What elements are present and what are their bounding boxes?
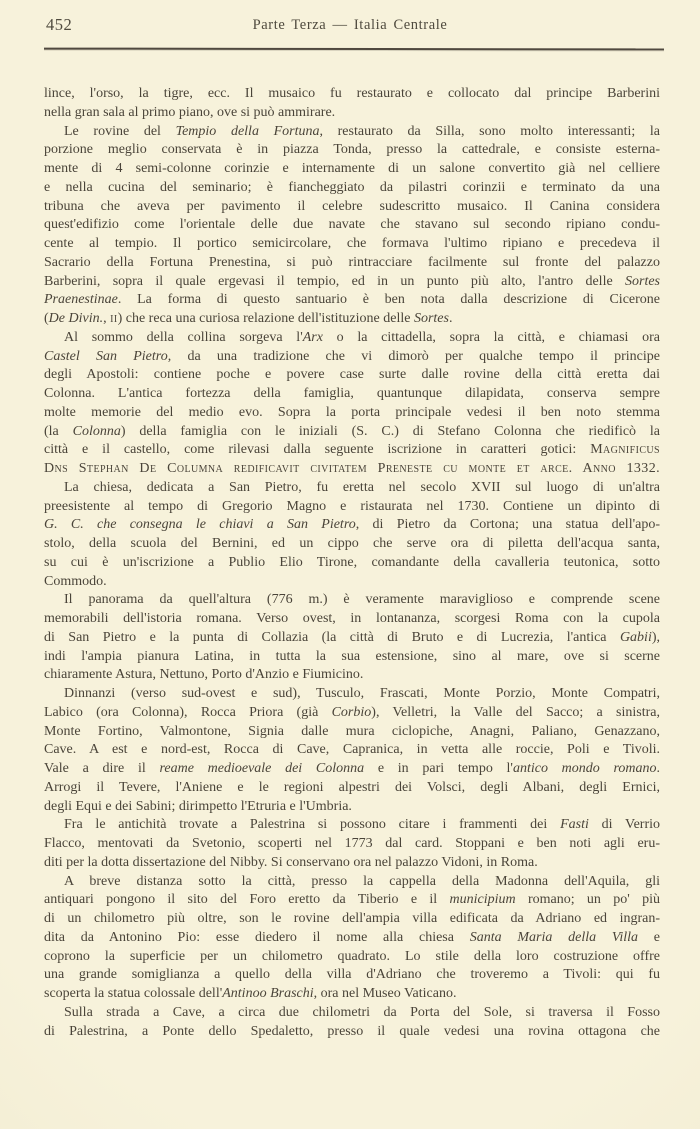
text-line: di San Pietro e la punta di Collazia (la città di Bruto e di Lucrezia, l'antica Gabii), bbox=[44, 629, 660, 645]
text-line: Commodo. bbox=[44, 573, 107, 589]
text-line: Labico (ora Colonna), Rocca Priora (già Corbio), Velletri, la Valle del Sacco; a sinistra, bbox=[44, 704, 660, 720]
text-line: Dinnanzi (verso sud-ovest e sud), Tusculo, Frascati, Monte Porzio, Monte Compatri, bbox=[64, 686, 660, 701]
text-line: Monte Fortino, Valmontone, Signia dalle mura ciclopiche, Anagni, Paliano, Genazzano, bbox=[44, 723, 660, 739]
running-title: Parte Terza — Italia Centrale bbox=[252, 17, 448, 33]
text-line: una grande somiglianza a quello della villa d'Adriano che troveremo a Tivoli: qui fu bbox=[44, 967, 660, 983]
text-line: (De Divin., ii) che reca una curiosa relazione dell'istituzione delle Sortes. bbox=[44, 311, 453, 326]
text-line: degli Apostoli: contiene poche e povere case surte dalle rovine della città eretta dai bbox=[44, 367, 660, 383]
text-line: Le rovine del Tempio della Fortuna, restaurato da Silla, sono molto interessanti; la bbox=[64, 123, 660, 139]
text-line: di Palestrina, a Ponte dello Spedaletto, presso il quale vedesi una rovina ottagona che bbox=[44, 1023, 660, 1039]
text-line: nella gran sala al primo piano, ove si può ammirare. bbox=[44, 104, 336, 120]
page-header bbox=[0, 0, 700, 41]
text-line: molte memorie del medio evo. Sopra la porta principale vedesi il ben noto stemma bbox=[44, 404, 660, 420]
paragraph bbox=[44, 1004, 660, 1042]
text-line: e nella cucina del seminario; è fiancheggiato da pilastri corinzii e terminato da una bbox=[44, 179, 660, 195]
paragraph bbox=[44, 479, 660, 592]
text-line: chiaramente Astura, Nettuno, Porto d'Anzio e Fiumicino. bbox=[44, 667, 364, 683]
paragraph bbox=[44, 329, 660, 479]
text-line: Castel San Pietro, da una tradizione che vi dimorò per qualche tempo il principe bbox=[44, 348, 660, 364]
text-line: Sacrario della Fortuna Prenestina, si può rintracciare facilmente sul fronte del palazzo bbox=[44, 254, 660, 270]
text-line: Barberini, sopra il quale ergevasi il tempio, ed in un punto più alto, l'antro delle Sortes bbox=[44, 273, 660, 289]
text-block bbox=[44, 85, 660, 1041]
text-line: preesistente al tempo di Gregorio Magno e ristaurata nel 1730. Contiene un dipinto di bbox=[44, 498, 660, 514]
paragraph bbox=[44, 685, 660, 816]
paragraph bbox=[44, 816, 660, 872]
text-line: G. C. che consegna le chiavi a San Pietro, di Pietro da Cortona; una statua dell'apo- bbox=[44, 517, 660, 533]
text-line: La chiesa, dedicata a San Pietro, fu eretta nel secolo XVII sul luogo di un'altra bbox=[64, 479, 660, 495]
text-line: scoperta la statua colossale dell'Antinoo Braschi, ora nel Museo Vaticano. bbox=[44, 986, 457, 1001]
text-line: coprono la superficie per un chilometro quadrato. Lo stile della loro costruzione offre bbox=[44, 948, 660, 964]
page-number: 452 bbox=[46, 15, 73, 34]
text-line: diti per la dotta dissertazione del Nibby. Si conservano ora nel palazzo Vidoni, in Roma. bbox=[44, 854, 538, 870]
text-line: (la Colonna) della famiglia con le iniziali (S. C.) di Stefano Colonna che riedificò la bbox=[44, 423, 660, 439]
text-line: Cave. A est e nord-est, Rocca di Cave, Capranica, in vetta alle roccie, Poli e Tivoli. bbox=[44, 742, 660, 758]
text-line: Praenestinae. La forma di questo santuario è ben nota dalla descrizione di Cicerone bbox=[44, 292, 660, 308]
text-line: stolo, della scuola del Bernini, ed un cippo che serve ora di piletta dell'acqua santa, bbox=[44, 536, 660, 551]
paragraph bbox=[44, 123, 660, 329]
text-line: lince, l'orso, la tigre, ecc. Il musaico fu restaurato e collocato dal principe Barberini bbox=[44, 86, 660, 101]
text-line: Dns Stephan De Columna redificavit civitatem Preneste cu monte et arce. Anno 1332. bbox=[44, 461, 660, 476]
text-line: cente al tempio. Il portico semicircolare, che formava l'ultimo ripiano e precedeva il bbox=[44, 236, 660, 251]
text-line: Flacco, mentovati da Svetonio, scoperti nel 1773 dal card. Stoppani e ben noti agli eru- bbox=[44, 836, 660, 851]
text-line: Il panorama da quell'altura (776 m.) è veramente maraviglioso e comprende scene bbox=[64, 592, 660, 608]
text-line: Arrogi il Tevere, l'Aniene e le regioni alpestri dei Volsci, degli Albani, degli Ernici, bbox=[44, 779, 660, 795]
text-line: Colonna. L'antica fortezza della famiglia, quantunque dilapidata, conserva sempre bbox=[44, 386, 660, 401]
text-line: tribuna che aveva per pavimento il celebre sudescritto musaico. Il Canina considera bbox=[44, 198, 660, 214]
text-line: di un chilometro più oltre, son le rovine dell'ampia villa edificata da Adriano ed ingran- bbox=[44, 911, 660, 926]
header-rule bbox=[44, 48, 664, 51]
text-line: porzione meglio conservata è in piazza Tonda, presso la cattedrale, e consiste esterna- bbox=[44, 142, 660, 158]
text-line: indi l'ampia pianura Latina, in tutta la sua estensione, sino al mare, ove si scerne bbox=[44, 648, 660, 664]
text-line: Sulla strada a Cave, a circa due chilometri da Porta del Sole, si traversa il Fosso bbox=[64, 1004, 660, 1020]
text-line: memorabili dell'istoria romana. Verso ovest, in lontananza, scorgesi Roma con la cupola bbox=[44, 611, 660, 626]
text-line: Al sommo della collina sorgeva l'Arx o la cittadella, sopra la città, e chiamasi ora bbox=[64, 329, 660, 345]
text-line: mente di 4 semi-colonne corinzie e internamente di un salone convertito già nel celliere bbox=[44, 161, 660, 176]
text-line: degli Equi e dei Sabini; dirimpetto l'Etruria e l'Umbria. bbox=[44, 798, 352, 814]
text-line: A breve distanza sotto la città, presso la cappella della Madonna dell'Aquila, gli bbox=[64, 873, 660, 889]
paragraph bbox=[44, 591, 660, 685]
text-line: dita da Antonino Pio: esse diedero il nome alla chiesa Santa Maria della Villa e bbox=[44, 929, 660, 945]
paragraph bbox=[44, 85, 660, 123]
paragraph bbox=[44, 873, 660, 1004]
text-line: antiquari pongono il sito del Foro eretto da Tiberio e il municipium romano; un po' più bbox=[44, 892, 660, 908]
text-line: città e il castello, come rilevasi dalla seguente iscrizione in caratteri gotici: Magnificus bbox=[44, 442, 660, 458]
text-line: Fra le antichità trovate a Palestrina si possono citare i frammenti dei Fasti di Verrio bbox=[64, 817, 660, 833]
text-line: quest'edifizio come l'orientale delle due navate che stavano sul secondo ripiano condu- bbox=[44, 217, 660, 233]
text-line: Vale a dire il reame medioevale dei Colonna e in pari tempo l'antico mondo romano. bbox=[44, 761, 661, 776]
text-line: su cui è un'iscrizione a Publio Elio Tirone, comandante della cavalleria teutonica, sotto bbox=[44, 554, 660, 570]
